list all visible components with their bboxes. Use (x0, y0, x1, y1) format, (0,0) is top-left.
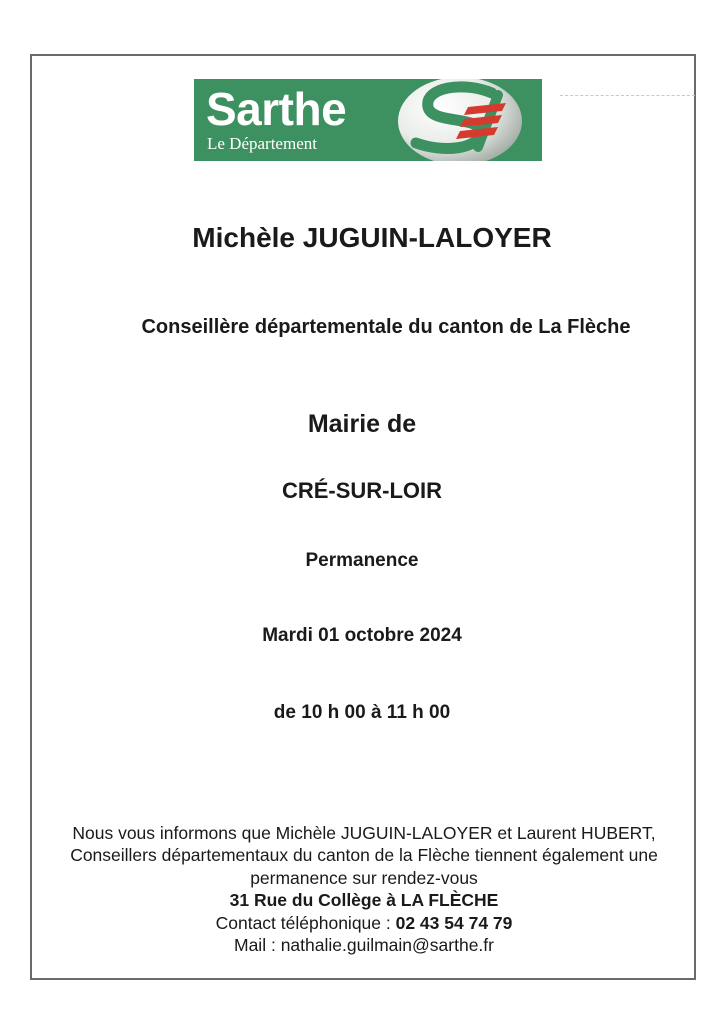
mail-label: Mail : (234, 935, 281, 956)
sarthe-emblem-icon (394, 79, 532, 161)
logo-subtitle: Le Département (207, 134, 317, 153)
mairie-heading: Mairie de (307, 410, 417, 438)
info-line: Nous vous informons que Michèle JUGUIN-LALOYER et Laurent HUBERT, (72, 823, 656, 843)
contact-line (34, 912, 694, 934)
mail-line (34, 934, 694, 956)
phone-label: Contact téléphonique : (215, 912, 396, 933)
address-line: 31 Rue du Collège à LA FLÈCHE (229, 890, 499, 911)
event-date: Mardi 01 octobre 2024 (262, 625, 462, 646)
info-block (34, 822, 694, 956)
scan-artifact (560, 95, 695, 96)
mail-address[interactable]: nathalie.guilmain@sarthe.fr (280, 935, 494, 956)
councillor-role: Conseillère départementale du canton de La Flèche (141, 316, 631, 338)
logo-title: Sarthe (206, 83, 347, 135)
event-hours: de 10 h 00 à 11 h 00 (273, 702, 451, 723)
sarthe-logo (194, 79, 542, 161)
councillor-name: Michèle JUGUIN-LALOYER (192, 222, 552, 253)
event-label: Permanence (305, 550, 419, 571)
phone-number[interactable]: 02 43 54 74 79 (395, 912, 513, 933)
commune-name: CRÉ-SUR-LOIR (281, 478, 443, 503)
info-line: Conseillers départementaux du canton de la Flèche tiennent également une (70, 845, 658, 866)
info-line: permanence sur rendez-vous (250, 867, 478, 888)
